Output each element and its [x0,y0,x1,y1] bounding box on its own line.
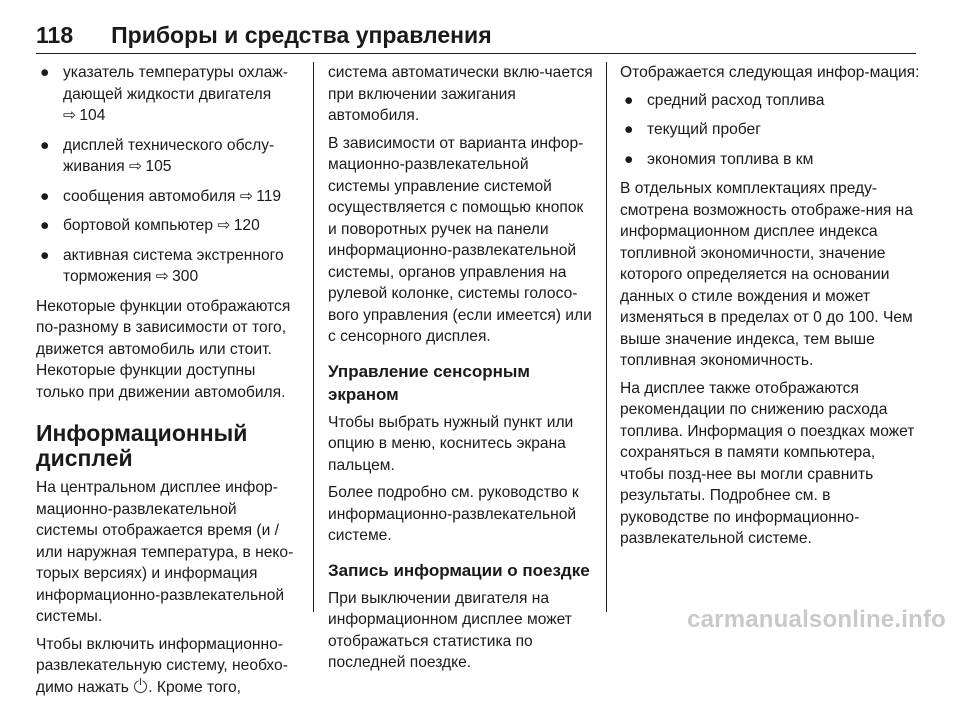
paragraph: Чтобы включить информационно-развлекательную систему, необхо-димо нажать . Кроме того, [36,635,288,696]
list-item-text: активная система экстренного торможения [63,246,284,285]
page-reference[interactable]: 104 [79,107,106,124]
subsection-heading: Управление сенсорным экраном [328,361,530,404]
bullet-icon: ● [624,121,634,138]
watermark: carmanualsonline.info [687,606,946,633]
paragraph: На дисплее также отображаются рекомендации по снижению расхода топлива. Информация о поездках может сохраняться в памяти компьютера, чтобы позд-нее вы могли сравнить результаты. Подробнее см. в руководстве по информационно-развлекательной системе. [620,379,915,547]
section-heading: Информационный дисплей [36,420,248,471]
list-item [36,215,302,237]
list-item-text: текущий пробег [647,121,761,138]
paragraph: система автоматически вклю-чается при включении зажигания автомобиля. [328,64,593,124]
column-3 [620,62,920,556]
page-number: 118 [36,22,74,48]
reference-arrow-icon: ⇨ [129,158,143,175]
column-divider [313,62,314,612]
bullet-icon: ● [40,217,50,234]
list-item-text: дисплей технического обслу-живания [63,136,275,175]
reference-arrow-icon: ⇨ [239,187,253,205]
list-item-text: экономия топлива в км [647,150,814,168]
column-divider [606,62,607,612]
list-item-text: средний расход топлива [647,91,825,109]
list-item [620,90,920,112]
paragraph: Чтобы выбрать нужный пункт или опцию в меню, коснитесь экрана пальцем. [328,413,574,474]
page-title: Приборы и средства управления [111,22,492,48]
paragraph: При выключении двигателя на информационном дисплее может отображаться статистика по последней поездке. [328,589,572,671]
list-item-text: указатель температуры охлаж-дающей жидкости двигателя [63,64,288,103]
paragraph: Более подробно см. руководство к информационно-развлекательной системе. [328,484,579,544]
list-item [620,149,920,171]
bullet-icon: ● [40,187,50,205]
paragraph: В зависимости от варианта инфор-мационно-развлекательной системы управление системой осуществляется с помощью кнопок и поворотных ручек на панели информационно-развлекательной системы, органов управления на рулевой колонке, системы голосо-вого управления (если имеется) или с сенсорного дисплея. [328,134,592,345]
power-icon [134,680,147,693]
paragraph: На центральном дисплее инфор-мационно-развлекательной системы отображается время (и / или наружная температура, в неко-торых версиях) и информация информационно-развлекательной системы. [36,479,294,625]
page-reference[interactable]: 300 [172,268,199,285]
page-reference[interactable]: 120 [233,217,260,234]
bullet-icon: ● [624,91,634,109]
bullet-icon: ● [40,246,50,264]
page-reference[interactable]: 105 [145,158,172,175]
reference-arrow-icon: ⇨ [63,107,77,124]
list-item-text: сообщения автомобиля [63,187,236,205]
paragraph: Отображается следующая инфор-мация: [620,64,920,81]
bullet-icon: ● [40,136,50,154]
reference-arrow-icon: ⇨ [155,268,169,285]
list-item [36,135,302,178]
list-item [620,119,920,141]
list-item [36,186,302,208]
bullet-icon: ● [40,64,50,81]
paragraph: Некоторые функции отображаются по-разному в зависимости от того, движется автомобиль или стоит. Некоторые функции доступны только при движении автомобиля. [36,297,291,401]
page-reference[interactable]: 119 [256,187,282,205]
column-2 [328,62,594,680]
reference-arrow-icon: ⇨ [217,217,231,234]
paragraph: В отдельных комплектациях преду-смотрена возможность отображе-ния на информационном дисплее индекса топливной экономичности, значение которого определяется на основании данных о стиле вождения и может изменяться в пределах от 0 до 100. Чем выше значение индекса, тем выше топливная экономичность. [620,180,913,369]
list-item [36,245,302,288]
list-item [36,62,302,127]
subsection-heading: Запись информации о поездке [328,560,590,580]
column-1 [36,62,302,704]
bullet-icon: ● [624,150,634,168]
list-item-text: бортовой компьютер [63,217,214,234]
page-header [36,20,916,54]
